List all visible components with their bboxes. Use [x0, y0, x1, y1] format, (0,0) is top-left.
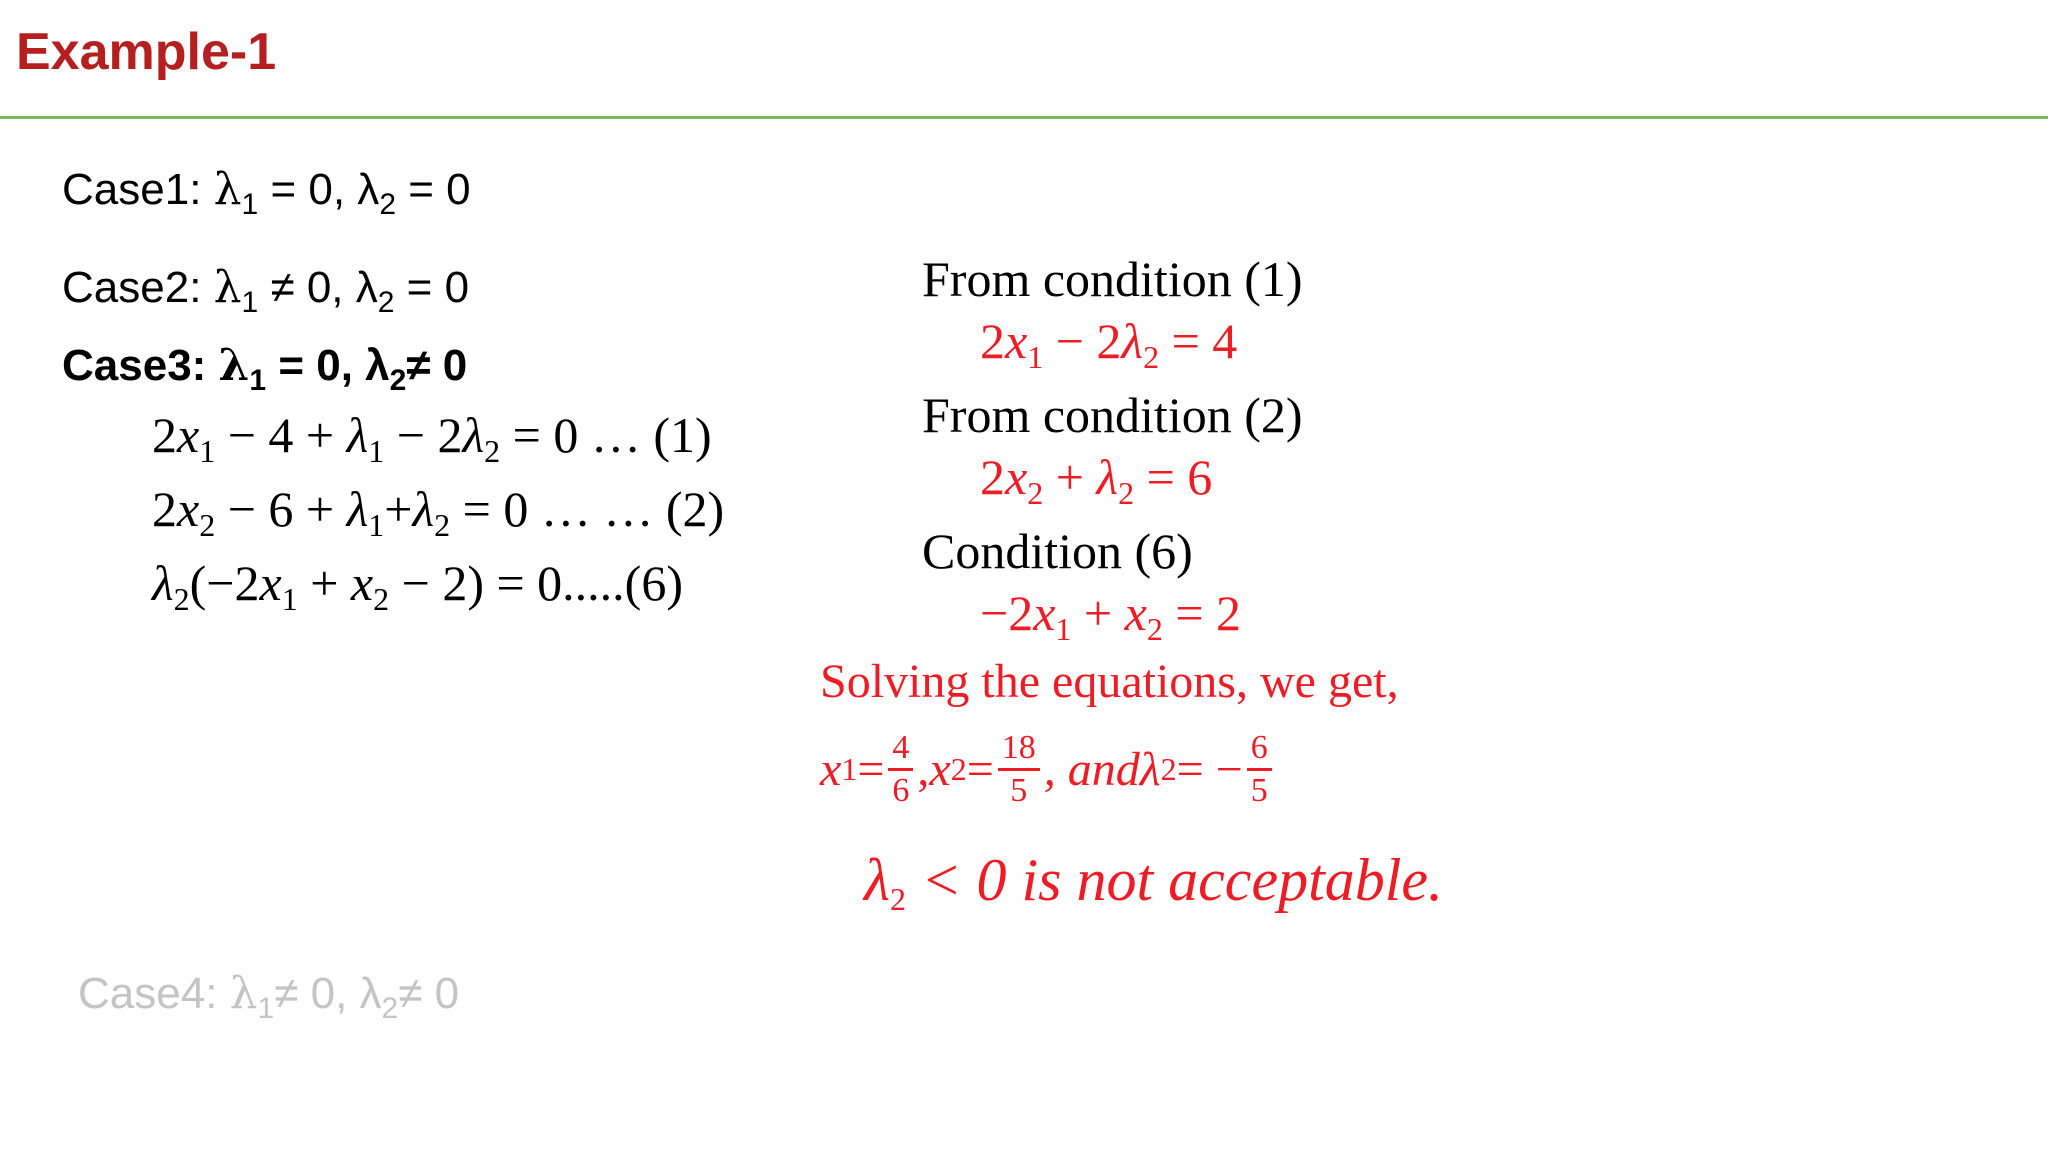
subscript: 2 — [1118, 475, 1135, 511]
lambda-symbol: λ — [213, 262, 242, 313]
case3-tail: ≠ 0 — [406, 341, 468, 390]
subscript: 2 — [1027, 475, 1044, 511]
subscript: 2 — [381, 992, 399, 1025]
subscript: 2 — [950, 751, 967, 787]
term: = — [966, 743, 994, 796]
lambda-symbol: λ — [213, 164, 242, 215]
case1-line — [62, 164, 471, 222]
case4-line — [78, 968, 459, 1026]
subscript: 1 — [368, 507, 385, 543]
lambda-symbol: λ — [229, 968, 258, 1019]
subscript: 2 — [379, 188, 396, 221]
term: = 0 … (1) — [500, 407, 712, 463]
term: = 0 … … (2) — [450, 481, 725, 537]
subscript: 1 — [368, 433, 385, 469]
subscript: 2 — [1146, 611, 1163, 647]
subscript: 2 — [373, 581, 390, 617]
term: = 2 — [1162, 585, 1242, 641]
term: + — [1043, 449, 1097, 505]
result-condition-2 — [980, 448, 1212, 512]
var-x: x — [350, 555, 374, 611]
numerator: 18 — [998, 728, 1040, 771]
var-x: x — [1033, 585, 1056, 641]
case1-label: Case1: — [62, 165, 202, 214]
equation-6 — [152, 554, 683, 618]
subscript: 1 — [241, 188, 259, 221]
lambda-symbol: λ — [1096, 449, 1119, 505]
condition-6-label: Condition (6) — [922, 523, 1193, 579]
lambda-symbol: λ — [152, 555, 174, 611]
equation-1 — [152, 406, 712, 470]
slide-title: Example-1 — [16, 23, 277, 81]
var-x: x — [177, 481, 200, 537]
case3-mid: = 0, λ — [266, 341, 390, 390]
verdict-text: < 0 is not acceptable. — [906, 847, 1444, 913]
numerator: 6 — [1247, 728, 1272, 771]
term: − 2) = 0.....(6) — [389, 555, 683, 611]
subscript: 2 — [173, 581, 190, 617]
lambda-symbol: λ — [218, 340, 250, 391]
term: + — [297, 555, 351, 611]
from-condition-1-label: From condition (1) — [922, 251, 1303, 307]
subscript: 1 — [1027, 339, 1044, 375]
case3-label: Case3: — [62, 341, 207, 390]
subscript: 1 — [199, 433, 216, 469]
lambda-symbol: λ — [346, 481, 369, 537]
subscript: 2 — [890, 881, 906, 917]
term: − 4 + — [215, 407, 347, 463]
solution-values — [820, 728, 1276, 811]
term: , — [917, 743, 930, 796]
var-x: x — [1005, 449, 1028, 505]
verdict-statement — [864, 846, 1443, 918]
term: = − — [1176, 743, 1243, 796]
coef: 2 — [152, 407, 177, 463]
lambda-symbol: λ — [462, 407, 485, 463]
fraction-x1 — [888, 728, 913, 811]
coef: −2 — [980, 585, 1034, 641]
term: − 2 — [1043, 313, 1122, 369]
subscript: 2 — [484, 433, 501, 469]
case2-label: Case2: — [62, 263, 202, 312]
term: − 2 — [384, 407, 463, 463]
subscript: 1 — [257, 992, 275, 1025]
term: (−2 — [189, 555, 260, 611]
denominator: 6 — [892, 772, 910, 809]
var-x: x — [1005, 313, 1028, 369]
var-x: x — [1124, 585, 1147, 641]
case4-mid: ≠ 0, λ — [274, 969, 382, 1018]
subscript: 2 — [377, 286, 395, 319]
subscript: 1 — [1055, 611, 1072, 647]
subscript: 2 — [434, 507, 451, 543]
lambda-symbol: λ — [346, 407, 369, 463]
term: , and — [1043, 743, 1140, 796]
case1-tail: = 0 — [396, 165, 471, 214]
var-x: x — [820, 743, 842, 796]
result-condition-6 — [980, 584, 1241, 648]
term: = 6 — [1134, 449, 1213, 505]
subscript: 1 — [249, 364, 267, 397]
subscript: 1 — [241, 286, 259, 319]
case2-line — [62, 262, 469, 320]
lambda-symbol: λ — [1139, 743, 1161, 796]
case3-line — [62, 340, 467, 398]
coef: 2 — [980, 449, 1005, 505]
result-condition-1 — [980, 312, 1237, 376]
coef: 2 — [980, 313, 1005, 369]
fraction-lambda2 — [1247, 728, 1272, 811]
subscript: 2 — [1143, 339, 1160, 375]
var-x: x — [259, 555, 282, 611]
fraction-x2 — [998, 728, 1040, 811]
term: − 6 + — [215, 481, 347, 537]
from-condition-2-label: From condition (2) — [922, 387, 1303, 443]
case1-mid: = 0, λ — [258, 165, 380, 214]
var-x: x — [929, 743, 951, 796]
subscript: 2 — [389, 364, 407, 397]
subscript: 2 — [1160, 751, 1177, 787]
case2-tail: = 0 — [394, 263, 470, 312]
case2-mid: ≠ 0, λ — [258, 263, 378, 312]
denominator: 5 — [1010, 772, 1028, 809]
denominator: 5 — [1250, 772, 1268, 809]
lambda-symbol: λ — [864, 847, 890, 913]
case4-label: Case4: — [78, 969, 218, 1018]
solving-statement: Solving the equations, we get, — [820, 655, 1399, 708]
term: = 4 — [1159, 313, 1238, 369]
subscript: 1 — [281, 581, 298, 617]
lambda-symbol: λ — [1121, 313, 1144, 369]
term: = — [857, 743, 885, 796]
lambda-symbol: λ — [412, 481, 435, 537]
case4-tail: ≠ 0 — [398, 969, 460, 1018]
numerator: 4 — [888, 728, 913, 771]
term: + — [1071, 585, 1125, 641]
term: + — [384, 481, 413, 537]
subscript: 2 — [199, 507, 216, 543]
equation-2 — [152, 480, 724, 544]
subscript: 1 — [841, 751, 858, 787]
var-x: x — [177, 407, 200, 463]
title-divider — [0, 116, 2048, 119]
coef: 2 — [152, 481, 177, 537]
